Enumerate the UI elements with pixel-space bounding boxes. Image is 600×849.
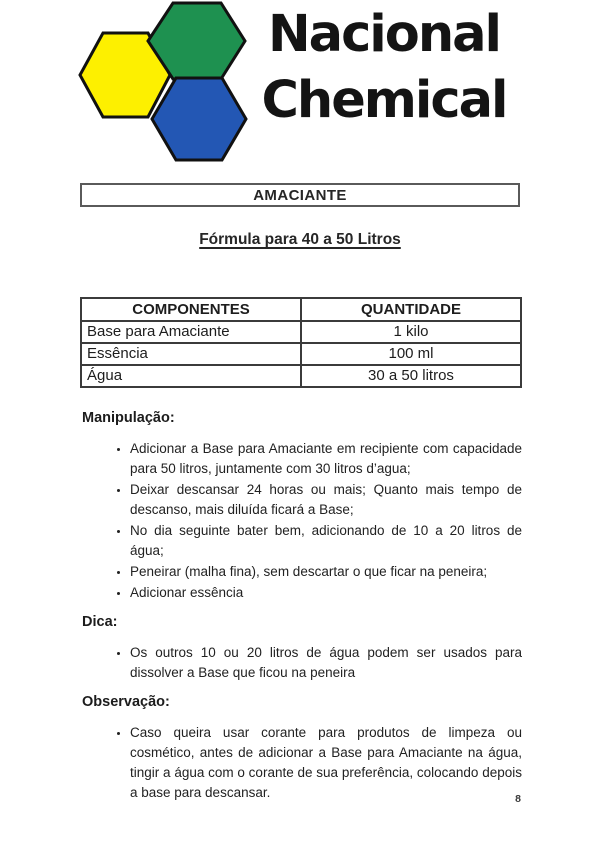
list-item: • Deixar descansar 24 horas ou mais; Quanto mais tempo de descanso, mais diluída ficará a Base; [130,480,522,520]
table-header-row [81,298,521,321]
document-body [80,408,522,814]
list-item: • Adicionar a Base para Amaciante em recipiente com capacidade para 50 litros, juntamente com 30 litros d’agua; [130,439,522,479]
product-title-box [80,183,520,207]
section-heading-manipulacao: Manipulação: [82,410,175,426]
brand-line-chemical: Chemical [261,71,507,130]
formula-title: Fórmula para 40 a 50 Litros [199,231,401,248]
product-title: AMACIANTE [253,186,347,204]
list-item: • Os outros 10 ou 20 litros de água podem ser usados para dissolver a Base que ficou na peneira [130,643,522,683]
table-row [81,321,521,343]
section-heading-observacao: Observação: [82,694,170,710]
section-heading-dica: Dica: [82,614,118,630]
page-number: 8 [515,793,521,805]
component-name: Essência [81,343,301,365]
header-quantidade: QUANTIDADE [301,298,521,321]
component-qty: 100 ml [301,343,521,365]
brand-logo [78,0,250,164]
list-item: • No dia seguinte bater bem, adicionando de 10 a 20 litros de água; [130,521,522,561]
component-name: Base para Amaciante [81,321,301,343]
list-item: • Adicionar essência [130,583,522,603]
observacao-list [80,723,522,803]
table-row [81,343,521,365]
header-componentes: COMPONENTES [81,298,301,321]
components-table [80,297,522,388]
manipulacao-list [80,439,522,603]
list-item: • Peneirar (malha fina), sem descartar o que ficar na peneira; [130,562,522,582]
table-row [81,365,521,387]
list-item: • Caso queira usar corante para produtos de limpeza ou cosmético, antes de adicionar a Base para Amaciante na água, tingir a água com o corante de sua preferência, colocando depois a base para descansar. [130,723,522,803]
logo-hexagon-blue [152,78,246,160]
component-qty: 30 a 50 litros [301,365,521,387]
component-name: Água [81,365,301,387]
dica-list [80,643,522,683]
brand-name [248,2,520,134]
brand-line-nacional: Nacional [267,5,501,64]
component-qty: 1 kilo [301,321,521,343]
